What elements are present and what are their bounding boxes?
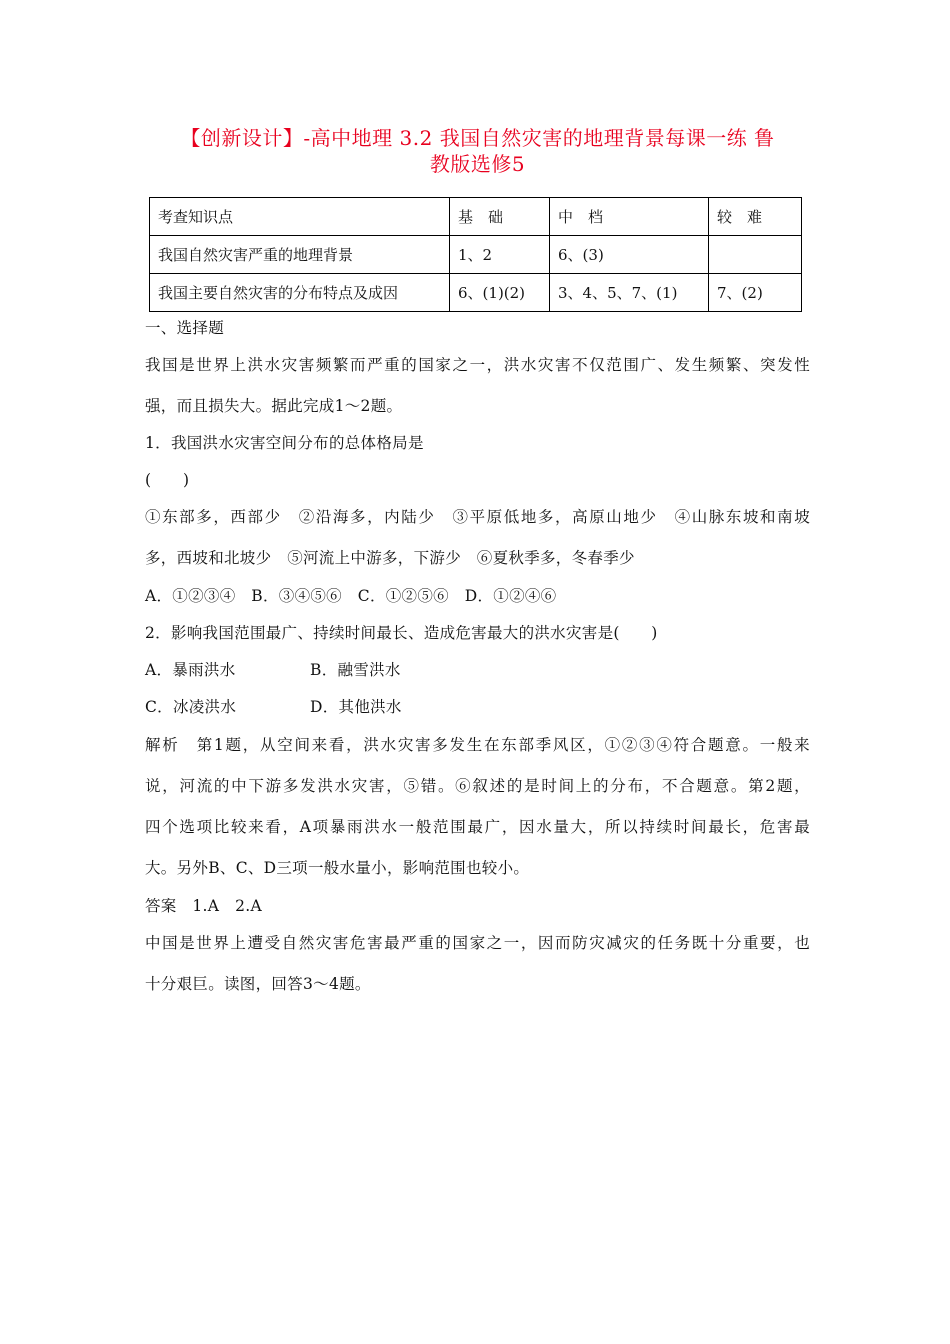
table-header-cell: 较 难 [709,198,802,236]
question-2-choice-a: A．暴雨洪水 [145,661,236,679]
title-line-2: 教版选修5 [429,152,526,176]
table-row [150,274,802,312]
answer-line: 答案 1.A 2.A [145,897,262,915]
question-2-stem: 2．影响我国范围最广、持续时间最长、造成危害最大的洪水灾害是( ) [145,624,658,642]
question-2-choice-b: B．融雪洪水 [310,661,401,679]
intro-paragraph-line: 我国是世界上洪水灾害频繁而严重的国家之一，洪水灾害不仅范围广、发生频繁、突发性 [145,356,810,374]
table-cell: 我国自然灾害严重的地理背景 [150,236,450,274]
question-2-choice-c: C．冰凌洪水 [145,698,237,716]
question-1-answer-paren: ( ) [145,471,190,489]
question-1-choices: A．①②③④ B．③④⑤⑥ C．①②⑤⑥ D．①②④⑥ [145,587,557,605]
table-cell: 6、(3) [550,236,709,274]
table-cell [709,236,802,274]
table-row [150,236,802,274]
question-2-choices-row [145,660,810,680]
table-header-row [150,198,802,236]
section-heading: 一、选择题 [145,319,225,337]
analysis-line: 大。另外B、C、D三项一般水量小，影响范围也较小。 [145,859,530,877]
table-cell: 我国主要自然灾害的分布特点及成因 [150,274,450,312]
intro-paragraph-line: 强，而且损失大。据此完成1～2题。 [145,397,403,415]
question-2-choice-d: D．其他洪水 [310,698,402,716]
page-title [150,125,805,177]
table-cell: 3、4、5、7、(1) [550,274,709,312]
intro2-paragraph-line: 中国是世界上遭受自然灾害危害最严重的国家之一，因而防灾减灾的任务既十分重要，也 [145,934,810,952]
table-header-cell: 中 档 [550,198,709,236]
question-1-items-line: ①东部多，西部少 ②沿海多，内陆少 ③平原低地多，高原山地少 ④山脉东坡和南坡 [145,508,810,526]
title-line-1: 【创新设计】-高中地理 3.2 我国自然灾害的地理背景每课一练 鲁 [180,126,775,150]
question-2-choices-row [145,697,810,717]
table-cell: 1、2 [450,236,550,274]
analysis-line: 四个选项比较来看，A项暴雨洪水一般范围最广，因水量大，所以持续时间最长，危害最 [145,818,810,836]
table-cell: 7、(2) [709,274,802,312]
table-cell: 6、(1)(2) [450,274,550,312]
intro2-paragraph-line: 十分艰巨。读图，回答3～4题。 [145,975,371,993]
question-1-items-line: 多，西坡和北坡少 ⑤河流上中游多，下游少 ⑥夏秋季多，冬春季少 [145,549,635,567]
analysis-line: 解析 第1题，从空间来看，洪水灾害多发生在东部季风区，①②③④符合题意。一般来 [145,736,810,754]
question-1-stem: 1．我国洪水灾害空间分布的总体格局是 [145,434,424,452]
knowledge-point-table [149,197,802,312]
table-header-cell: 考查知识点 [150,198,450,236]
analysis-line: 说，河流的中下游多发洪水灾害，⑤错。⑥叙述的是时间上的分布，不合题意。第2题， [145,777,810,795]
table-header-cell: 基 础 [450,198,550,236]
